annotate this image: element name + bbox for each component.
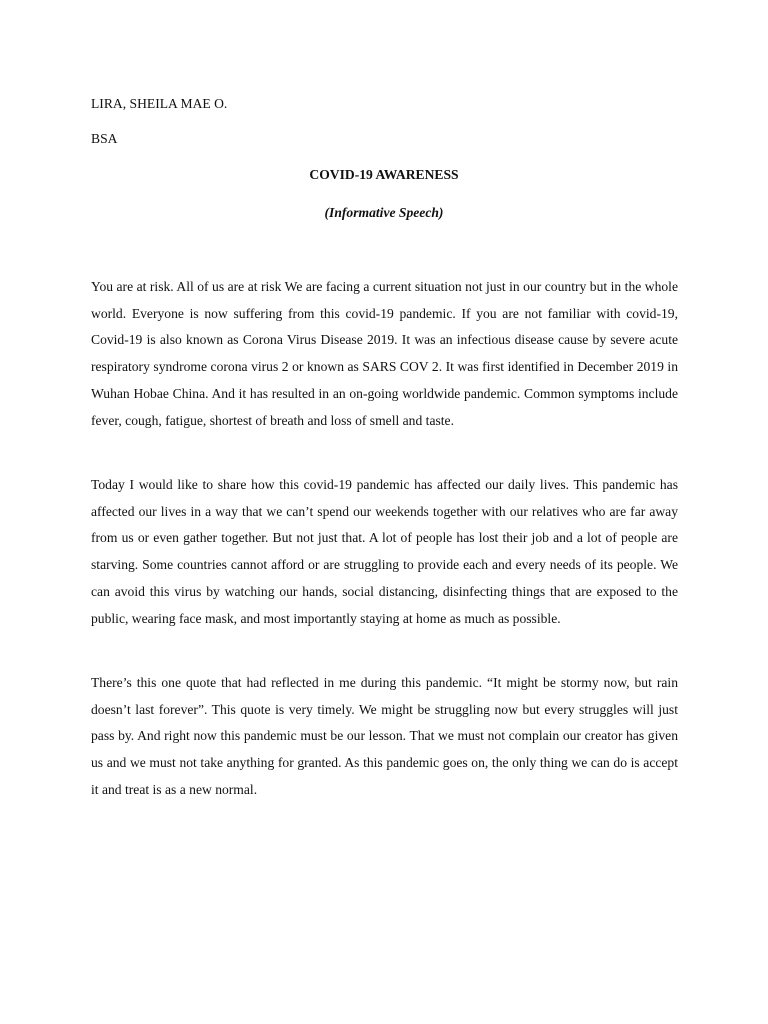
body-paragraph-3: There’s this one quote that had reflected in me during this pandemic. “It might be stormy now, but rain doesn’t last forever”. This quote is very timely. We might be struggling now but every struggles will just pass by. And right now this pandemic must be our lesson. That we must not complain our creator has given us and we must not take anything for granted. As this pandemic goes on, the only thing we can do is accept it and treat is as a new normal. [91, 675, 678, 797]
document-title: COVID-19 AWARENESS [309, 167, 459, 182]
author-name: LIRA, SHEILA MAE O. [91, 96, 228, 111]
body-paragraph-2: Today I would like to share how this covid-19 pandemic has affected our daily lives. This pandemic has affected our lives in a way that we can’t spend our weekends together with our relatives who are far away from us or even gather together. But not just that. A lot of people has lost their job and a lot of people are starving. Some countries cannot afford or are struggling to provide each and every needs of its people. We can avoid this virus by watching our hands, social distancing, disinfecting things that are exposed to the public, wearing face mask, and most importantly staying at home as much as possible. [91, 477, 678, 626]
course-label: BSA [91, 131, 118, 146]
body-paragraph-1: You are at risk. All of us are at risk We are facing a current situation not just in our country but in the whole world. Everyone is now suffering from this covid-19 pandemic. If you are not familiar with covid-19, Covid-19 is also known as Corona Virus Disease 2019. It was an infectious disease cause by severe acute respiratory syndrome corona virus 2 or known as SARS COV 2. It was first identified in December 2019 in Wuhan Hobae China. And it has resulted in an on-going worldwide pandemic. Common symptoms include fever, cough, fatigue, shortest of breath and loss of smell and taste. [91, 279, 678, 428]
document-subtitle: (Informative Speech) [324, 205, 444, 220]
